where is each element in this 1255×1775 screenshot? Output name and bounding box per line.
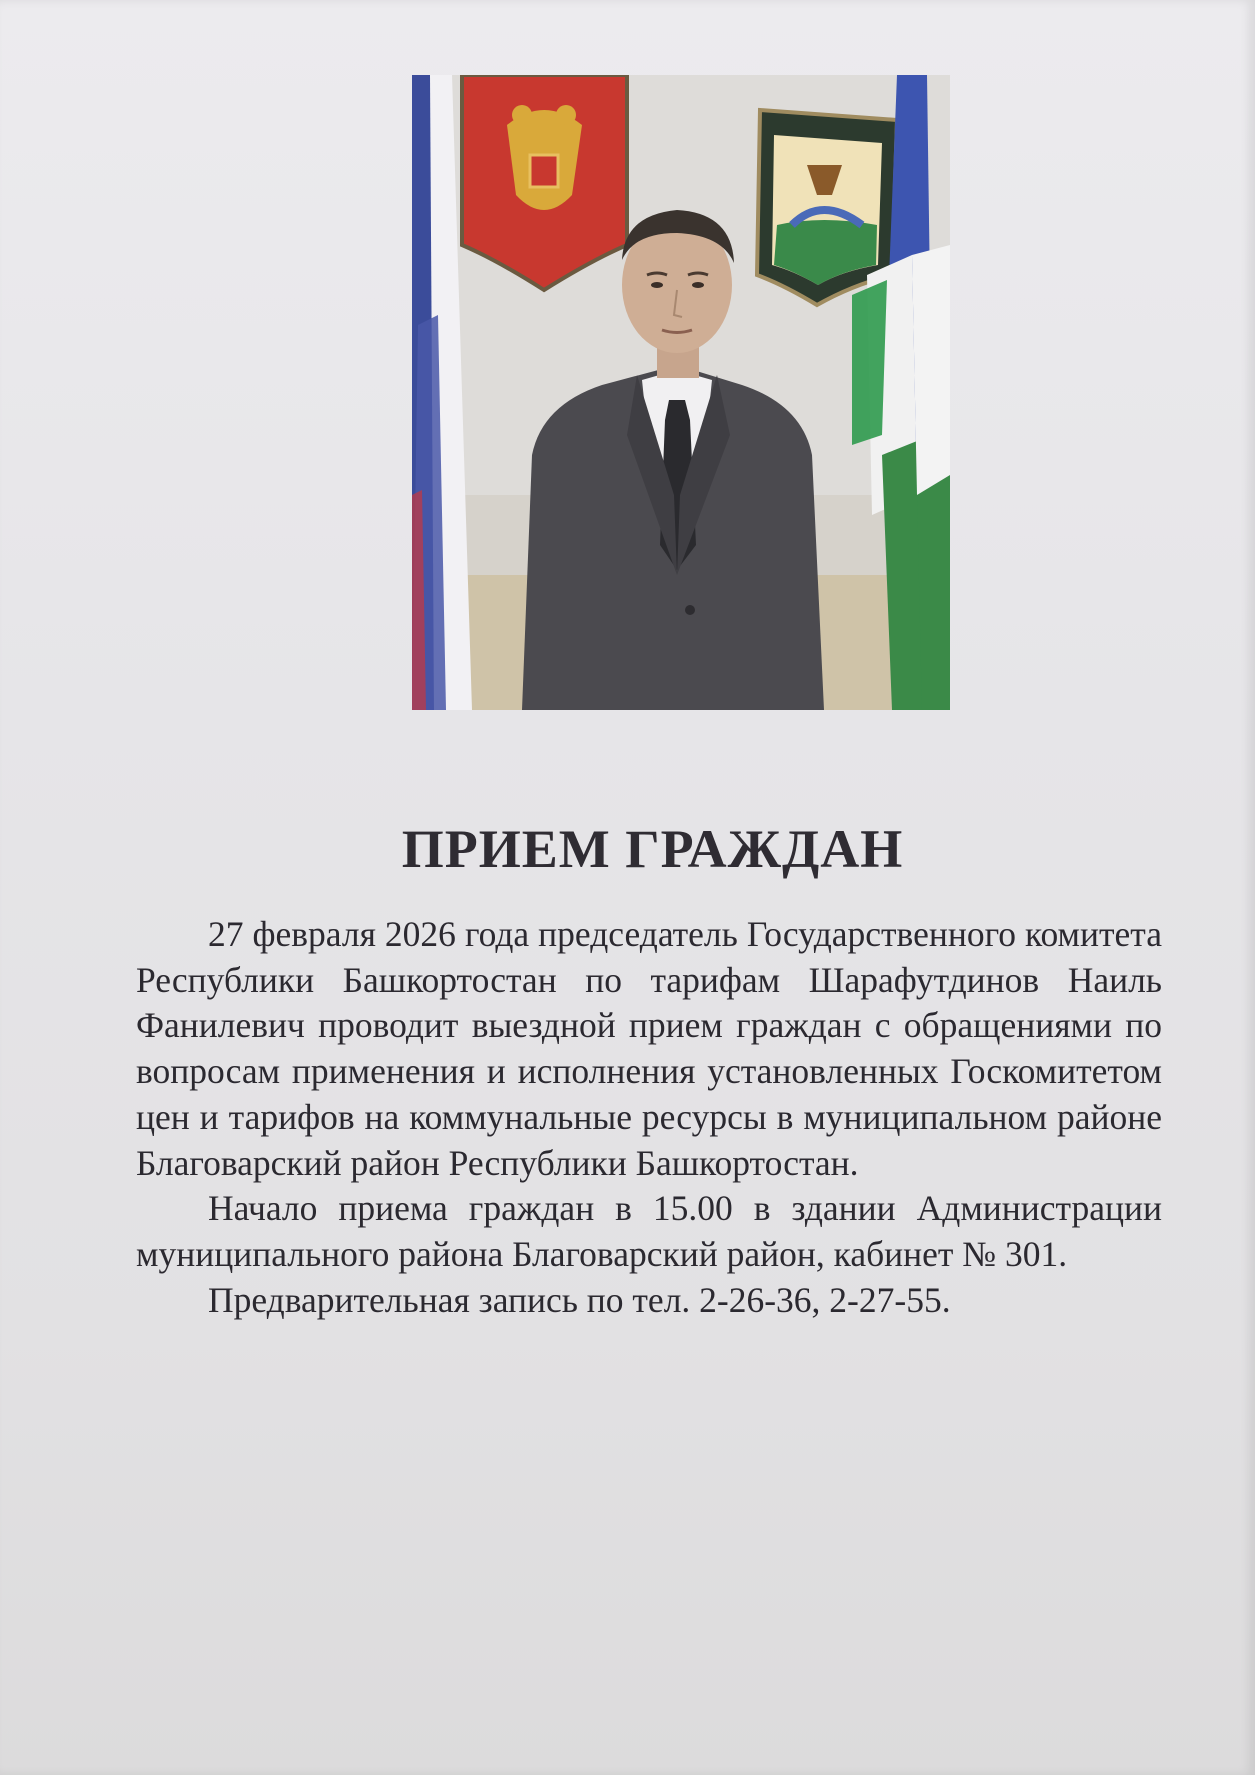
announcement-paragraph: Начало приема граждан в 15.00 в здании Администрации муниципального района Благоварский район, кабинет № 301. — [136, 1188, 1162, 1274]
announcement-paragraph: 27 февраля 2026 года председатель Государственного комитета Республики Башкортостан по тарифам Шарафутдинов Наиль Фанилевич проводит выездной прием граждан с обращениями по вопросам применения и исполнения установленных Госкомитетом цен и тарифов на коммунальные ресурсы в муниципальном районе Благоварский район Республики Башкортостан. — [136, 914, 1162, 1183]
announcement-body — [136, 912, 1162, 1323]
russian-coat-of-arms — [462, 75, 627, 290]
announcement-paragraph: Предварительная запись по тел. 2-26-36, 2-27-55. — [208, 1279, 951, 1320]
page-title: ПРИЕМ ГРАЖДАН — [401, 819, 904, 879]
portrait-photo — [412, 75, 950, 710]
